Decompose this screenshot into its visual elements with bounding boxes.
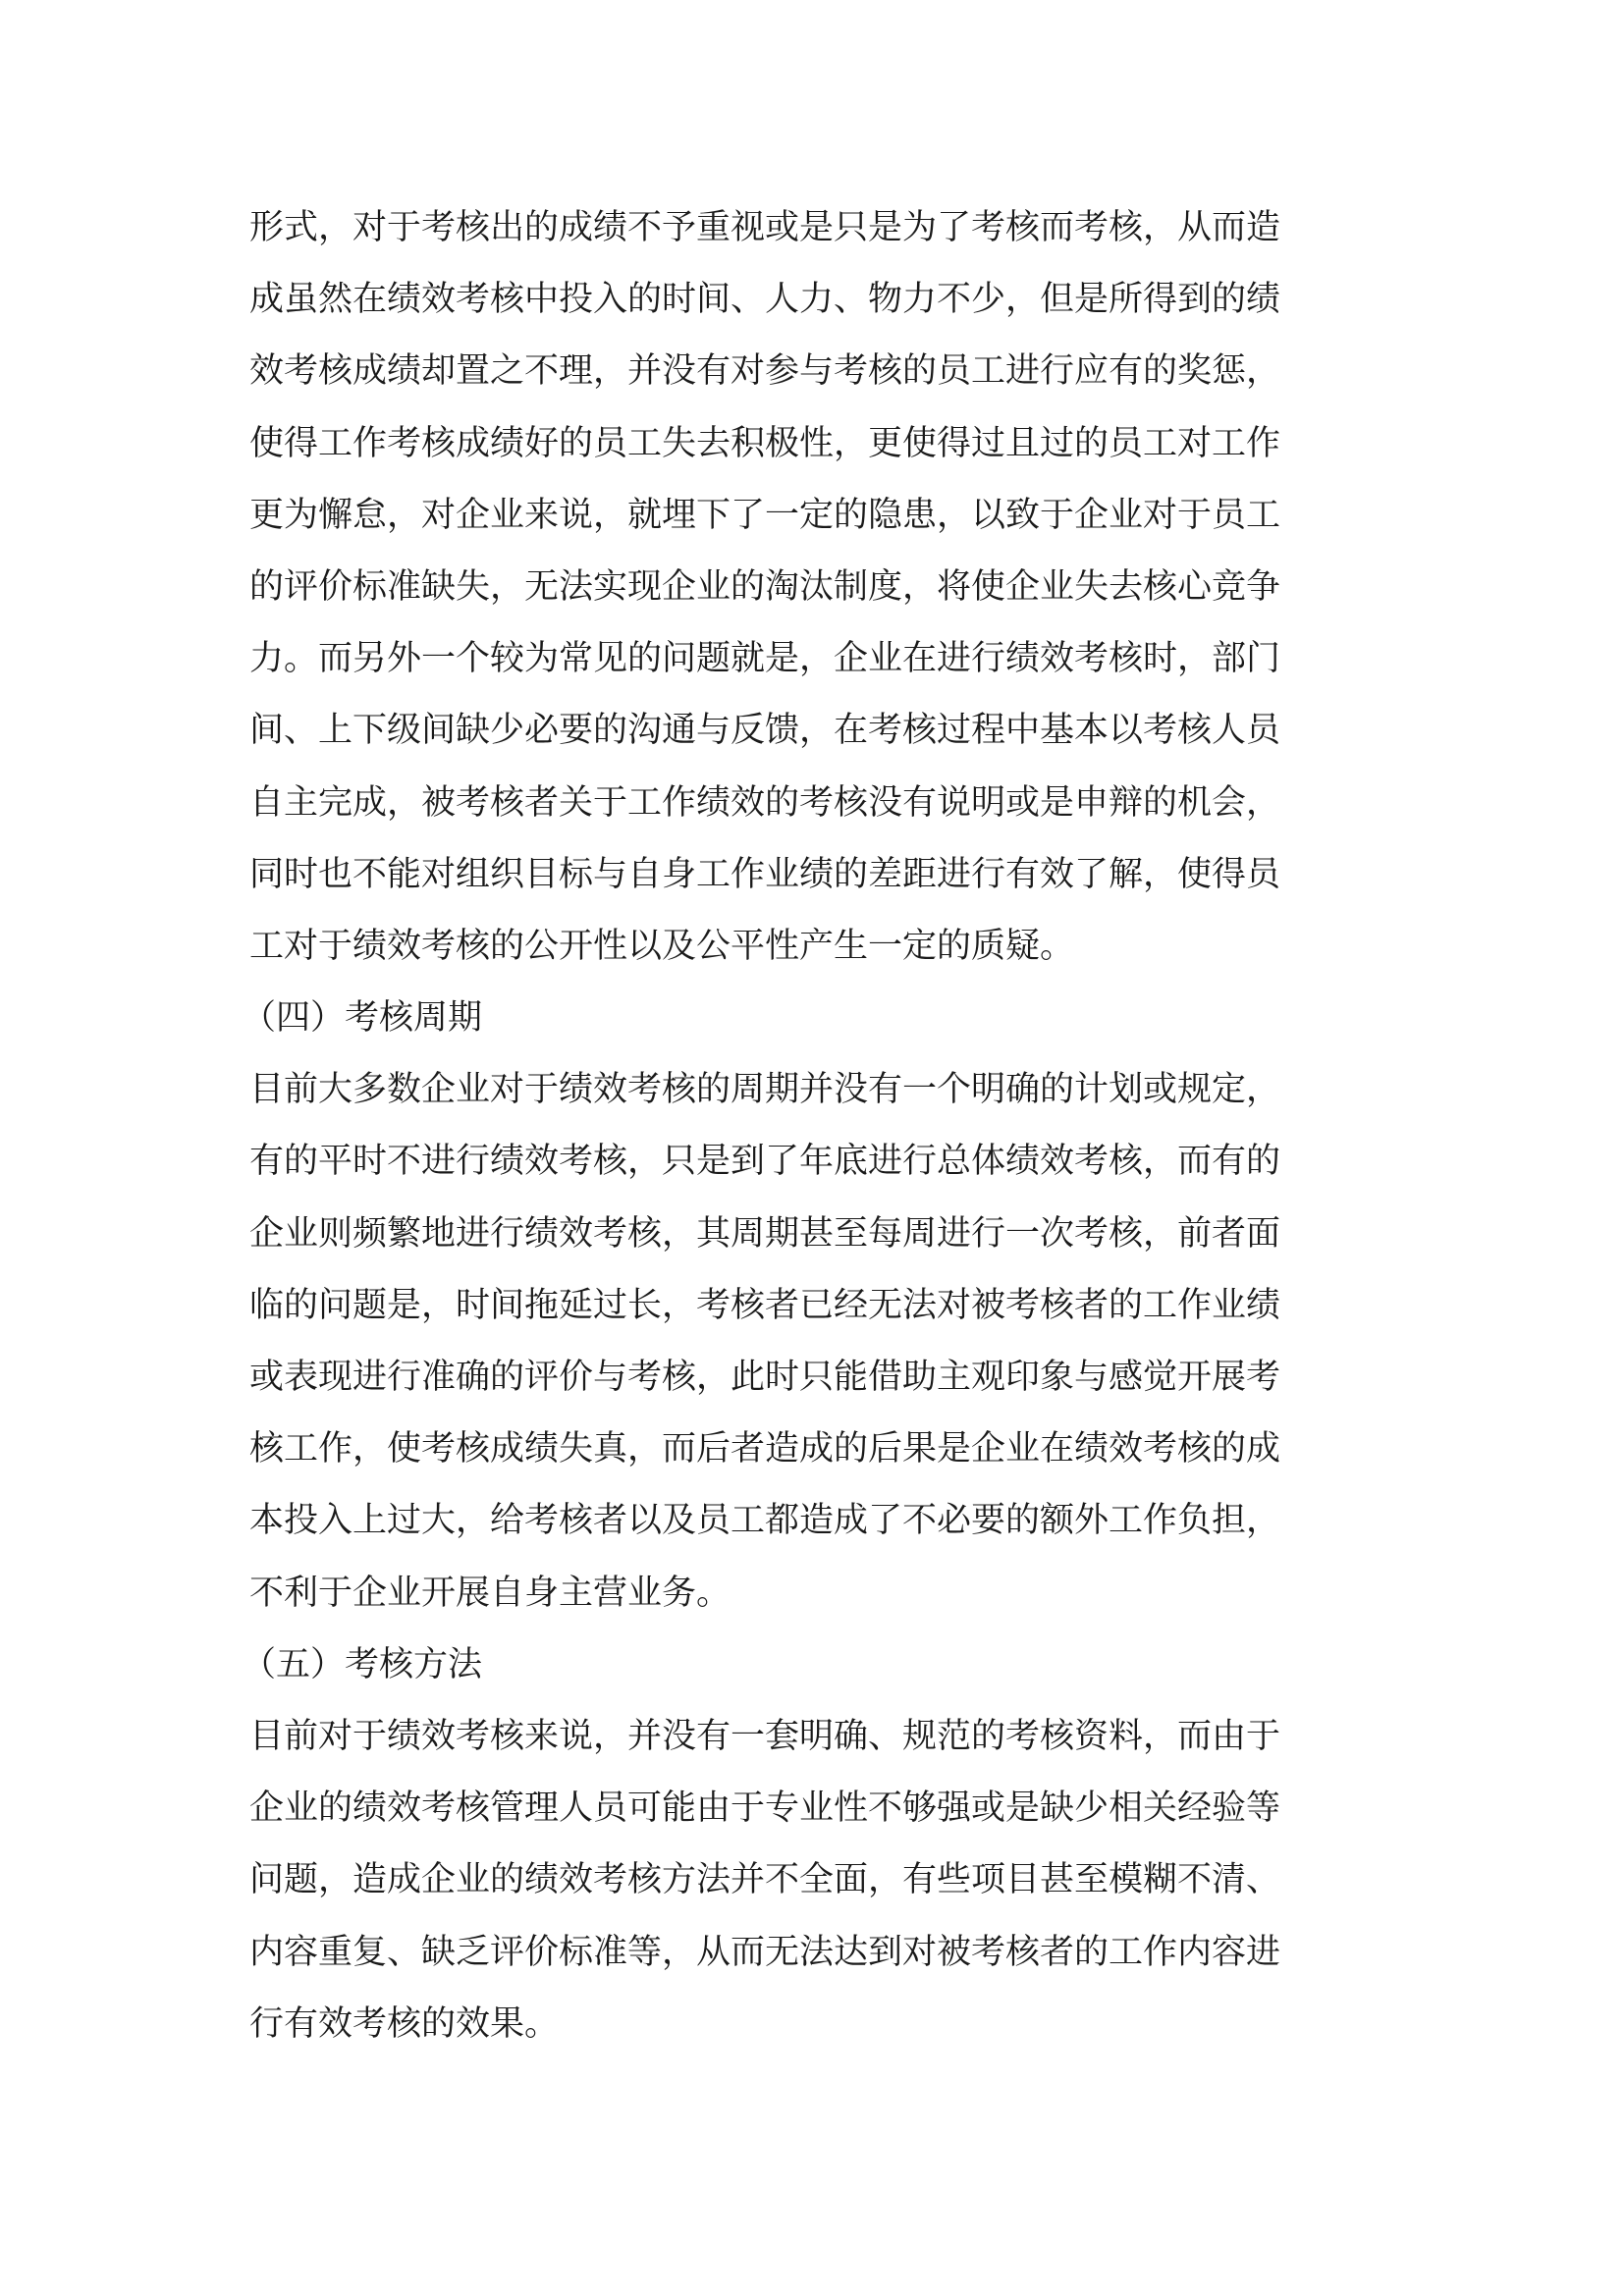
- text-line: 力。而另外一个较为常见的问题就是，企业在进行绩效考核时，部门: [249, 639, 1281, 679]
- text-line: 同时也不能对组织目标与自身工作业绩的差距进行有效了解，使得员: [249, 854, 1281, 894]
- text-line: 不利于企业开展自身主营业务。: [249, 1573, 731, 1613]
- document-body: [242, 192, 1388, 2060]
- text-line: 效考核成绩却置之不理，并没有对参与考核的员工进行应有的奖惩，: [249, 351, 1281, 392]
- paragraph-evaluation-results: [249, 192, 1388, 983]
- text-line: 行有效考核的效果。: [249, 2003, 560, 2044]
- heading-text: （四）考核周期: [242, 998, 483, 1039]
- paragraph-evaluation-method: [249, 1701, 1388, 2060]
- text-line: 形式，对于考核出的成绩不予重视或是只是为了考核而考核，从而造: [249, 208, 1281, 247]
- heading-text: （五）考核方法: [242, 1644, 483, 1684]
- paragraph-evaluation-cycle: [249, 1054, 1388, 1629]
- text-line: 核工作，使考核成绩失真，而后者造成的后果是企业在绩效考核的成: [249, 1429, 1281, 1469]
- text-line: 企业则频繁地进行绩效考核，其周期甚至每周进行一次考核，前者面: [249, 1213, 1281, 1254]
- text-line: 的评价标准缺失，无法实现企业的淘汰制度，将使企业失去核心竞争: [249, 566, 1281, 607]
- text-line: 临的问题是，时间拖延过长，考核者已经无法对被考核者的工作业绩: [249, 1285, 1281, 1325]
- text-line: 工对于绩效考核的公开性以及公平性产生一定的质疑。: [249, 926, 1075, 966]
- text-line: 内容重复、缺乏评价标准等，从而无法达到对被考核者的工作内容进: [249, 1932, 1281, 1972]
- text-line: 间、上下级间缺少必要的沟通与反馈，在考核过程中基本以考核人员: [249, 711, 1281, 751]
- text-line: 更为懈怠，对企业来说，就埋下了一定的隐患，以致于企业对于员工: [249, 495, 1281, 535]
- section-heading-evaluation-method: [242, 1629, 1388, 1701]
- text-line: 目前大多数企业对于绩效考核的周期并没有一个明确的计划或规定，: [249, 1070, 1281, 1110]
- text-line: 或表现进行准确的评价与考核，此时只能借助主观印象与感觉开展考: [249, 1358, 1281, 1397]
- text-line: 本投入上过大，给考核者以及员工都造成了不必要的额外工作负担，: [249, 1501, 1281, 1541]
- text-line: 目前对于绩效考核来说，并没有一套明确、规范的考核资料，而由于: [249, 1716, 1281, 1756]
- text-line: 有的平时不进行绩效考核，只是到了年底进行总体绩效考核，而有的: [249, 1142, 1281, 1182]
- section-heading-evaluation-cycle: [242, 983, 1388, 1054]
- text-line: 问题，造成企业的绩效考核方法并不全面，有些项目甚至模糊不清、: [249, 1860, 1281, 1900]
- text-line: 成虽然在绩效考核中投入的时间、人力、物力不少，但是所得到的绩: [249, 280, 1281, 320]
- text-line: 企业的绩效考核管理人员可能由于专业性不够强或是缺少相关经验等: [249, 1789, 1281, 1829]
- text-line: 使得工作考核成绩好的员工失去积极性，更使得过且过的员工对工作: [249, 423, 1281, 463]
- text-line: 自主完成，被考核者关于工作绩效的考核没有说明或是申辩的机会，: [249, 782, 1281, 823]
